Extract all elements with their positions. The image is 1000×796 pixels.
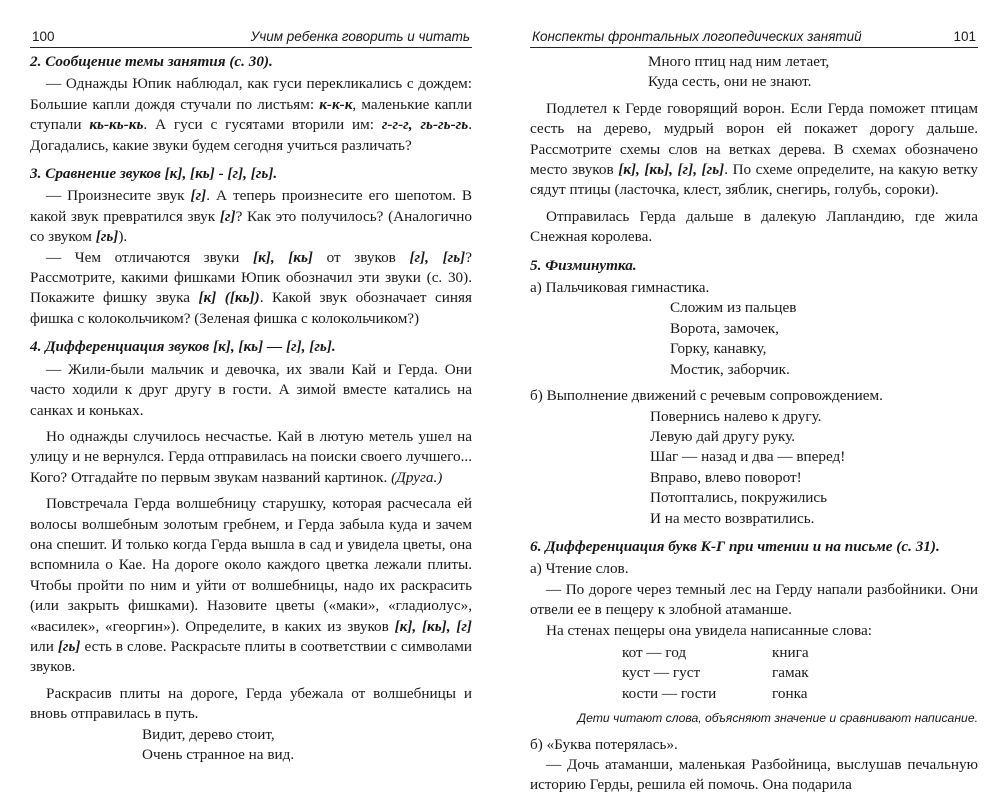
left-verse xyxy=(142,725,472,766)
right-paragraph-4: На стенах пещеры она увидела написанные слова: xyxy=(546,621,872,639)
right-paragraph-3: — По дороге через темный лес на Герду напали разбойники. Они отвели ее в пещеру к злобной атаманше. xyxy=(530,580,978,619)
verse-line: Видит, дерево стоит, xyxy=(142,725,275,743)
left-page-number: 100 xyxy=(32,29,55,44)
item-b-label: б) Выполнение движений с речевым сопровождением. xyxy=(530,387,883,405)
verse-line: Сложим из пальцев xyxy=(670,299,797,317)
left-paragraph-3: — Чем отличаются звуки [к], [кь] от звуков [г], [гь]? Рассмотрите, какими фишками Юпик обозначил эти звуки (с. 30). Покажите фишку звука [к] ([кь]). Какой звук обозначает синяя фишка с колокольчиком? (Зеленая фишка с колокольчиком?) xyxy=(30,248,472,327)
verse-line: Куда сесть, они не знают. xyxy=(648,73,812,91)
left-paragraph-4: — Жили-были мальчик и девочка, их звали Кай и Герда. Они часто ходили к друг другу в гости. А зимой вместе катались на санках и коньках. xyxy=(30,360,472,419)
left-running-header xyxy=(30,16,472,48)
left-page xyxy=(30,0,472,776)
verse-line: Много птиц над ним летает, xyxy=(648,53,830,70)
right-running-header xyxy=(530,16,978,48)
section-2-heading: 2. Сообщение темы занятия (с. 30). xyxy=(30,53,273,70)
item-a-label: а) Пальчиковая гимнастика. xyxy=(530,279,710,297)
left-paragraph-7: Раскрасив плиты на дороге, Герда убежала от волшебницы и вновь отправилась в путь. xyxy=(30,684,472,723)
word-pairs-table xyxy=(622,643,978,704)
right-verse-top xyxy=(648,52,978,93)
right-paragraph-2: Отправилась Герда дальше в далекую Лапландию, где жила Снежная королева. xyxy=(530,207,978,246)
section-4-heading: 4. Дифференциация звуков [к], [кь] — [г], [гь]. xyxy=(30,338,336,356)
verse-line: Шаг — назад и два — вперед! xyxy=(650,448,846,466)
word-pair: куст — густ xyxy=(622,664,701,682)
verse-line: Левую дай другу руку. xyxy=(650,427,796,445)
right-page-number: 101 xyxy=(953,29,976,44)
right-page xyxy=(530,0,978,794)
section-5-heading: 5. Физминутка. xyxy=(530,256,637,274)
verse-line: Очень странное на вид. xyxy=(142,746,295,763)
word-pair: кот — год xyxy=(622,643,687,661)
finger-gymnastics-verse xyxy=(670,298,978,380)
left-paragraph-5: Но однажды случилось несчастье. Кай в лютую метель ушел на улицу и не вернулся. Герда отправилась на поиски своего лучшего... Кого? Отгадайте по первым звукам названий картинок. (Друга.) xyxy=(30,427,472,486)
left-paragraph-6: Повстречала Герда волшебницу старушку, которая расчесала ей волосы волшебным золотым гребнем, и Герда забыла куда и зачем она спешит. И только когда Герда вышла в сад и увидела цветы, она вспомнила о Кае. На дороге около каждого цветка лежали плиты. Чтобы пройти по ним и уйти от волшебницы, надо их раскрасить (или закрыть фишками). Назовите цветы («маки», «гладиолус», «василек», «георгин»). Определите, в каких из звуков [к], [кь], [г] или [гь] есть в слове. Раскрасьте плиты в соответствии с символами звуков. xyxy=(30,495,472,676)
instruction-note: Дети читают слова, объясняют значение и сравнивают написание. xyxy=(577,711,978,726)
right-paragraph-5: — Дочь атаманши, маленькая Разбойница, выслушав печальную историю Герды, решила ей помочь. Она подарила xyxy=(530,756,978,794)
word: книга xyxy=(772,643,809,661)
left-paragraph-2: — Произнесите звук [г]. А теперь произнесите его шепотом. В какой звук превратился звук [г]? Как это получилось? (Аналогично со звуком [гь]). xyxy=(30,187,472,246)
right-running-title: Конспекты фронтальных логопедических занятий xyxy=(532,29,862,44)
word: гамак xyxy=(772,664,809,682)
verse-line: И на место возвратились. xyxy=(650,509,815,527)
section-6-heading: 6. Дифференциация букв К-Г при чтении и на письме (с. 31). xyxy=(530,537,940,555)
verse-line: Горку, канавку, xyxy=(670,340,767,358)
left-running-title: Учим ребенка говорить и читать xyxy=(250,29,470,44)
word-pair: кости — гости xyxy=(622,684,717,702)
item-b2-label: б) «Буква потерялась». xyxy=(530,735,678,753)
section-3-heading: 3. Сравнение звуков [к], [кь] - [г], [гь]. xyxy=(30,165,278,183)
verse-line: Ворота, замочек, xyxy=(670,319,779,337)
verse-line: Потоптались, покружились xyxy=(650,489,828,507)
right-paragraph-1: Подлетел к Герде говорящий ворон. Если Герда поможет птицам сесть на дерево, мудрый ворон ей покажет дорогу дальше. Рассмотрите схемы слов на ветках дерева. В схемах обозначено место звуков [к], [кь], [г], [гь]. По схеме определите, на какую ветку сядут птицы (ласточка, клест, зяблик, снегирь, голубь, сороки). xyxy=(530,99,978,199)
verse-line: Повернись налево к другу. xyxy=(650,407,822,425)
item-a2-label: а) Чтение слов. xyxy=(530,560,629,578)
movement-verse xyxy=(650,407,978,529)
verse-line: Вправо, влево поворот! xyxy=(650,468,802,486)
left-paragraph-1: — Однажды Юпик наблюдал, как гуси перекликались с дождем: Большие капли дождя стучали по листьям: к-к-к, маленькие капли ступали кь-кь-кь. А гуси с гусятами вторили им: г-г-г, гь-гь-гь. Догадались, какие звуки будем сегодня учиться различать? xyxy=(30,75,472,154)
left-content xyxy=(30,52,472,765)
verse-line: Мостик, заборчик. xyxy=(670,360,790,378)
word: гонка xyxy=(772,684,808,702)
right-content xyxy=(530,52,978,796)
